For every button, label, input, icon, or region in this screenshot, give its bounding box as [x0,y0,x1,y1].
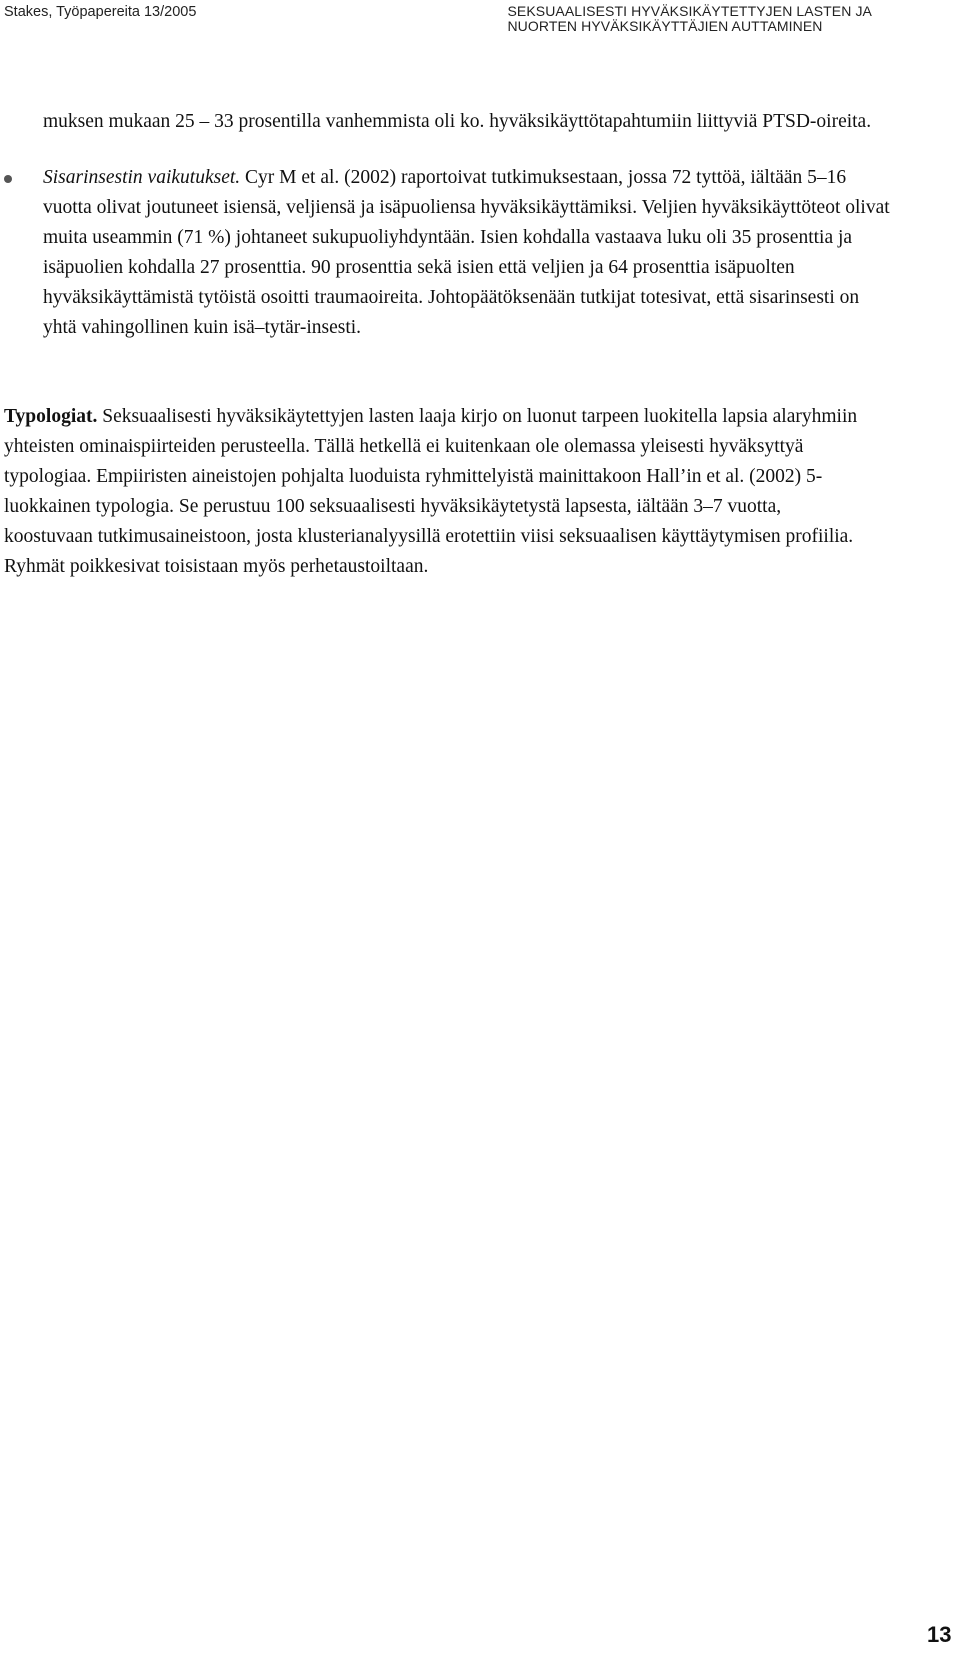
typologies-term: Typologiat. [4,406,98,427]
header-chapter-title-line2: NUORTEN HYVÄKSIKÄYTTÄJIEN AUTTAMINEN [507,18,823,34]
header-publication: Stakes, Työpapereita 13/2005 [4,4,197,20]
header-chapter-title-line1: SEKSUAALISESTI HYVÄKSIKÄYTETTYJEN LASTEN JA [507,3,872,19]
typologies-paragraph [4,402,874,582]
continuation-paragraph: muksen mukaan 25 – 33 prosentilla vanhemmista oli ko. hyväksikäyttötapahtumiin liittyviä PTSD-oireita. [43,111,872,132]
bullet-title: Sisarinsestin vaikutukset. [43,167,241,188]
typologies-text: Seksuaalisesti hyväksikäytettyjen lasten laaja kirjo on luonut tarpeen luokitella lapsia alaryhmiin yhteisten ominaispiirteiden perusteella. Tällä hetkellä ei kuitenkaan ole olemassa yleisesti hyväksyttyä typologiaa. Empiiristen aineistojen pohjalta luoduista ryhmittelyistä mainittakoon Hall’in et al. (2002) 5-luokkainen typologia. Se perustuu 100 seksuaalisesti hyväksikäytetystä lapsesta, iältään 3–7 vuotta, koostuvaan tutkimusaineistoon, josta klusterianalyysillä erotettiin viisi seksuaalisen käyttäytymisen profiilia. Ryhmät poikkesivat toisistaan myös perhetaustoiltaan. [4,406,858,577]
header-chapter-title [507,4,872,34]
bullet-text: Cyr M et al. (2002) raportoivat tutkimuksestaan, jossa 72 tyttöä, iältään 5–16 vuotta olivat joutuneet isiensä, veljiensä ja isäpuoliensa hyväksikäyttämiksi. Veljien hyväksikäyttöteot olivat muita useammin (71 %) johtaneet sukupuoliyhdyntään. Isien kohdalla vastaava luku oli 35 prosenttia ja isäpuolien kohdalla 27 prosenttia. 90 prosenttia sekä isien että veljien ja 64 prosenttia isäpuolten hyväksikäyttämistä tytöistä osoitti traumaoireita. Johtopäätöksenään tutkijat totesivat, että sisarinsesti on yhtä vahingollinen kuin isä–tytär-insesti. [43,167,890,338]
bullet-paragraph [43,163,893,343]
page-number: 13 [927,1622,952,1647]
bullet-icon [4,175,12,183]
